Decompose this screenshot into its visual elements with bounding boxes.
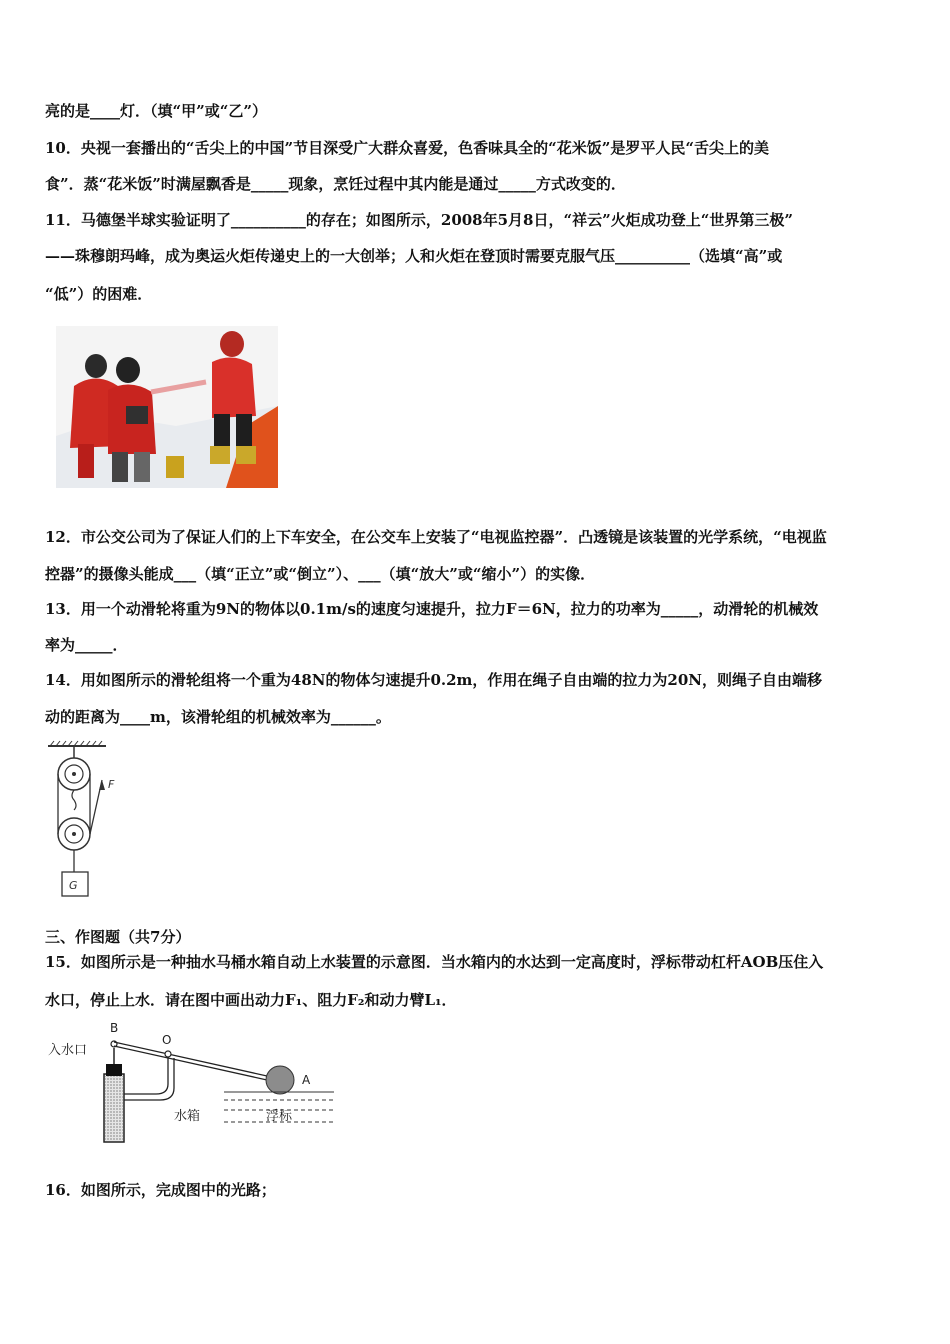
question-13-line-2: 率为_____． [45,636,128,654]
question-15-line-2: 水口，停止上水．请在图中画出动力F₁、阻力F₂和动力臂L₁． [45,991,457,1009]
question-14-line-1: 14．用如图所示的滑轮组将一个重为48N的物体匀速提升0.2m，作用在绳子自由端的拉力为20N，则绳子自由端移 [45,671,823,689]
float-label: 浮标 [266,1109,293,1124]
force-label: F [108,778,115,791]
question-10-line-2: 食”．蒸“花米饭”时满屋飘香是_____现象，烹饪过程中其内能是通过_____方式改变的． [45,175,626,193]
question-line-9-end: 亮的是____灯．（填“甲”或“乙”） [45,102,268,120]
question-15-line-1: 15．如图所示是一种抽水马桶水箱自动上水装置的示意图．当水箱内的水达到一定高度时，浮标带动杠杆AOB压住入 [45,953,824,971]
question-11-line-2: ——珠穆朗玛峰，成为奥运火炬传递史上的一大创举；人和火炬在登顶时需要克服气压__________（选填“高”或 [45,247,783,265]
question-14-line-2: 动的距离为____m，该滑轮组的机械效率为______。 [45,708,391,726]
pulley-system-figure [44,740,134,902]
question-10-line-1: 10．央视一套播出的“舌尖上的中国”节目深受广大群众喜爱，色香味具全的“花米饭”是罗平人民“舌尖上的美 [45,139,770,157]
toilet-tank-figure [44,1018,344,1148]
everest-torch-photo [56,326,278,488]
inlet-label: 入水口 [48,1043,88,1058]
question-13-line-1: 13．用一个动滑轮将重为9N的物体以0.1m/s的速度匀速提升，拉力F＝6N，拉力的功率为_____，动滑轮的机械效 [45,600,819,618]
label-b: B [110,1021,119,1035]
tank-label: 水箱 [174,1109,201,1124]
question-16-line-1: 16．如图所示，完成图中的光路； [45,1181,276,1199]
label-a: A [302,1073,311,1087]
weight-label: G [69,879,78,892]
label-o: O [162,1033,172,1047]
question-12-line-1: 12．市公交公司为了保证人们的上下车安全，在公交车上安装了“电视监控器”．凸透镜是该装置的光学系统，“电视监 [45,528,827,546]
question-11-line-1: 11．马德堡半球实验证明了__________的存在；如图所示，2008年5月8日，“祥云”火炬成功登上“世界第三极” [45,211,794,229]
section-3-heading: 三、作图题（共7分） [45,928,191,946]
question-12-line-2: 控器”的摄像头能成___（填“正立”或“倒立”）、___（填“放大”或“缩小”）的实像． [45,565,596,583]
question-11-line-3: “低”）的困难． [45,285,153,303]
